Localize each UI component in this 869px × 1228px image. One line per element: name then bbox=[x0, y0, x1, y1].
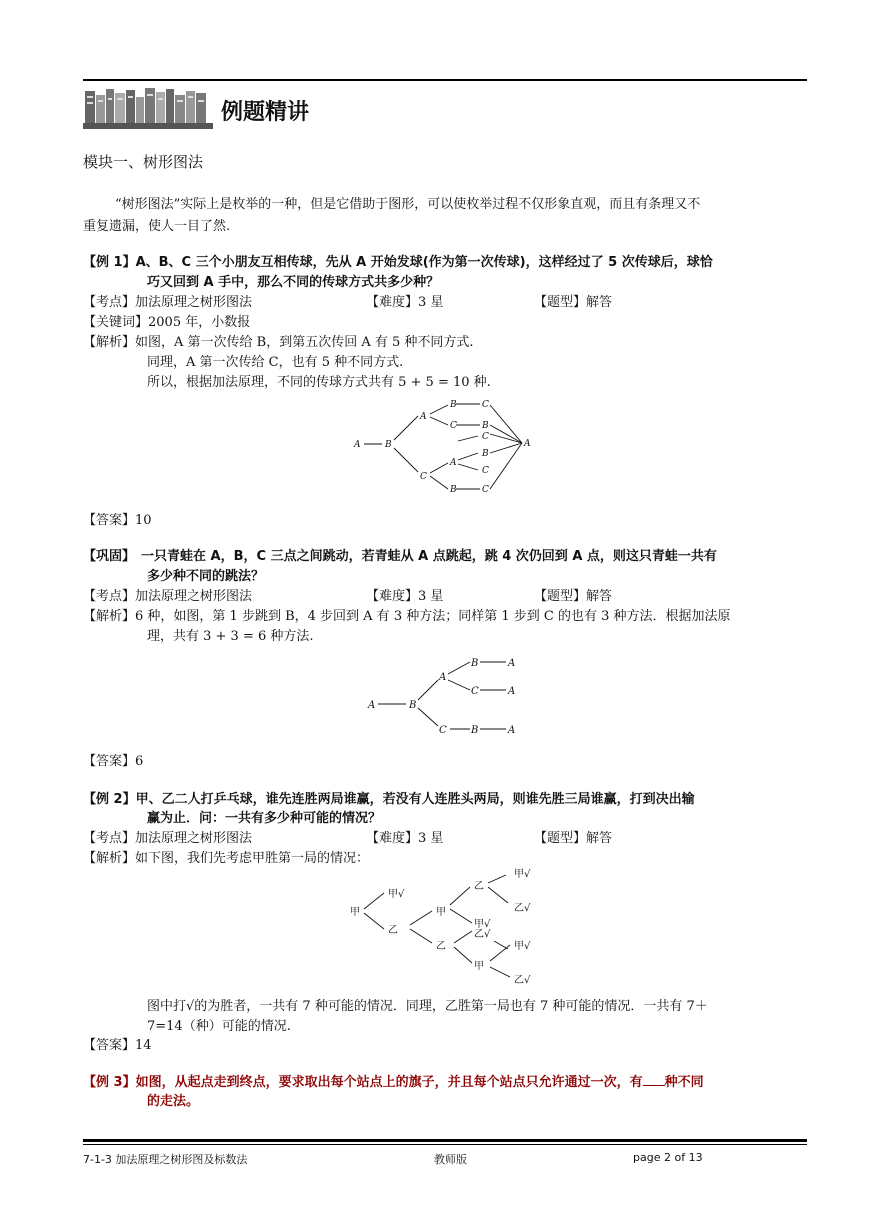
tree-node: 乙 bbox=[474, 881, 484, 892]
gonggu-tag: 【巩固】 bbox=[83, 549, 136, 564]
tree-node: A bbox=[354, 440, 361, 450]
ex2-jiexi-2: 图中打√的为胜者，一共有 7 种可能的情况．同理，乙胜第一局也有 7 种可能的情况．一共有 7＋ bbox=[147, 999, 708, 1014]
tree-node: C bbox=[482, 400, 489, 410]
tree-node: B bbox=[385, 440, 392, 450]
ex3-q1b: 种不同 bbox=[664, 1075, 704, 1090]
tree-node: A bbox=[420, 412, 427, 422]
ex1-jiexi-3: 所以，根据加法原理，不同的传球方式共有 5 + 5 = 10 种. bbox=[147, 375, 491, 390]
tree-node: 甲√ bbox=[514, 941, 531, 952]
gonggu-answer: 【答案】6 bbox=[83, 754, 144, 769]
ex1-tree-diagram bbox=[350, 395, 540, 500]
ex3-question-line-2: 的走法。 bbox=[147, 1094, 200, 1109]
tree-node: A bbox=[450, 458, 457, 468]
tree-node: C bbox=[420, 472, 427, 482]
ex2-question-line-1 bbox=[83, 788, 695, 807]
section-title: 例题精讲 bbox=[221, 100, 310, 125]
tree-node: C bbox=[482, 466, 489, 476]
footer-page-number: page 2 of 13 bbox=[633, 1151, 703, 1164]
module-title: 模块一、树形图法 bbox=[83, 153, 204, 171]
ex2-tixing: 【题型】解答 bbox=[534, 831, 613, 846]
gonggu-question-line-1 bbox=[83, 545, 717, 564]
books-logo-icon bbox=[83, 87, 215, 131]
tree-node: B bbox=[450, 485, 457, 495]
ex1-kaodian: 【考点】加法原理之树形图法 bbox=[83, 295, 253, 310]
tree-node: 乙√ bbox=[514, 975, 531, 986]
gonggu-question-line-2: 多少种不同的跳法？ bbox=[147, 569, 265, 584]
ex1-tixing: 【题型】解答 bbox=[534, 295, 613, 310]
ex2-tag: 【例 2】 bbox=[83, 792, 136, 807]
ex1-question-line-2: 巧又回到 A 手中，那么不同的传球方式共多少种？ bbox=[147, 275, 440, 290]
ex2-answer: 【答案】14 bbox=[83, 1038, 152, 1053]
ex2-kaodian: 【考点】加法原理之树形图法 bbox=[83, 831, 253, 846]
tree-node: 乙√ bbox=[514, 903, 531, 914]
tree-node: A bbox=[508, 658, 516, 669]
footer-rule-thick bbox=[83, 1139, 807, 1142]
ex1-keyword: 【关键词】2005 年，小数报 bbox=[83, 315, 251, 330]
gonggu-jiexi-2: 理，共有 3 + 3 = 6 种方法. bbox=[147, 629, 314, 644]
tree-node: A bbox=[508, 686, 516, 697]
tree-node: 乙 bbox=[388, 925, 398, 936]
gonggu-tixing: 【题型】解答 bbox=[534, 589, 613, 604]
ex2-question-line-2: 赢为止．问：一共有多少种可能的情况？ bbox=[147, 811, 382, 826]
gonggu-tree-diagram bbox=[366, 652, 526, 742]
footer-center: 教师版 bbox=[434, 1153, 467, 1166]
ex2-tree-diagram bbox=[348, 863, 548, 991]
tree-node: A bbox=[508, 725, 516, 736]
tree-node: 甲 bbox=[350, 907, 360, 918]
header-banner bbox=[83, 87, 383, 131]
ex3-q1a: 如图，从起点走到终点，要求取出每个站点上的旗子，并且每个站点只允许通过一次，有 bbox=[135, 1075, 643, 1090]
tree-node: C bbox=[471, 686, 479, 697]
tree-node: C bbox=[482, 432, 489, 442]
answer-blank bbox=[643, 1073, 665, 1086]
gonggu-q1: 一只青蛙在 A，B，C 三点之间跳动，若青蛙从 A 点跳起，跳 4 次仍回到 A 点，则这只青蛙一共有 bbox=[141, 549, 717, 564]
ex1-question-line-1 bbox=[83, 251, 713, 270]
ex1-tag: 【例 1】 bbox=[83, 255, 136, 270]
tree-node: B bbox=[482, 421, 489, 431]
ex3-question-line-1 bbox=[83, 1071, 704, 1090]
gonggu-kaodian: 【考点】加法原理之树形图法 bbox=[83, 589, 253, 604]
tree-node: C bbox=[439, 725, 447, 736]
ex2-q1: 甲、乙二人打乒乓球，谁先连胜两局谁赢，若没有人连胜头两局，则谁先胜三局谁赢，打到决出输 bbox=[135, 792, 695, 807]
tree-node: C bbox=[482, 485, 489, 495]
tree-node: B bbox=[471, 658, 479, 669]
tree-node: 甲√ bbox=[514, 869, 531, 880]
ex1-jiexi-1: 【解析】如图，A 第一次传给 B，到第五次传回 A 有 5 种不同方式. bbox=[83, 335, 474, 350]
tree-node: B bbox=[409, 700, 417, 711]
gonggu-jiexi-1: 【解析】6 种，如图，第 1 步跳到 B，4 步回到 A 有 3 种方法；同样第 1 步到 C 的也有 3 种方法．根据加法原 bbox=[83, 609, 731, 624]
tree-node: B bbox=[482, 449, 489, 459]
ex1-nandu: 【难度】3 星 bbox=[366, 295, 444, 310]
tree-node: A bbox=[439, 672, 447, 683]
tree-node: A bbox=[524, 439, 531, 449]
ex2-nandu: 【难度】3 星 bbox=[366, 831, 444, 846]
ex1-answer: 【答案】10 bbox=[83, 513, 152, 528]
tree-node: 甲 bbox=[474, 961, 484, 972]
top-rule bbox=[83, 79, 807, 81]
intro-line-2: 重复遗漏，使人一目了然. bbox=[83, 219, 231, 234]
ex1-jiexi-2: 同理，A 第一次传给 C，也有 5 种不同方式. bbox=[147, 355, 404, 370]
intro-line-1: “树形图法”实际上是枚举的一种，但是它借助于图形，可以使枚举过程不仅形象直观，而且有条理又不 bbox=[115, 197, 701, 212]
tree-node: 甲 bbox=[436, 907, 446, 918]
ex1-q1: A、B、C 三个小朋友互相传球，先从 A 开始发球(作为第一次传球)，这样经过了 5 次传球后，球恰 bbox=[135, 255, 713, 270]
tree-node: B bbox=[450, 400, 457, 410]
ex2-jiexi-3: 7=14（种）可能的情况. bbox=[147, 1019, 291, 1034]
tree-node: 乙√ bbox=[474, 929, 491, 940]
tree-node: C bbox=[450, 421, 457, 431]
tree-node: A bbox=[368, 700, 376, 711]
tree-node: 甲√ bbox=[474, 919, 491, 930]
ex3-tag: 【例 3】 bbox=[83, 1075, 136, 1090]
gonggu-nandu: 【难度】3 星 bbox=[366, 589, 444, 604]
tree-node: B bbox=[471, 725, 479, 736]
footer-left: 7-1-3 加法原理之树形图及标数法 bbox=[83, 1153, 248, 1166]
ex2-jiexi-1: 【解析】如下图，我们先考虑甲胜第一局的情况： bbox=[83, 851, 370, 866]
tree-node: 乙 bbox=[436, 941, 446, 952]
tree-node: 甲√ bbox=[388, 889, 405, 900]
footer-rule-thin bbox=[83, 1144, 807, 1145]
